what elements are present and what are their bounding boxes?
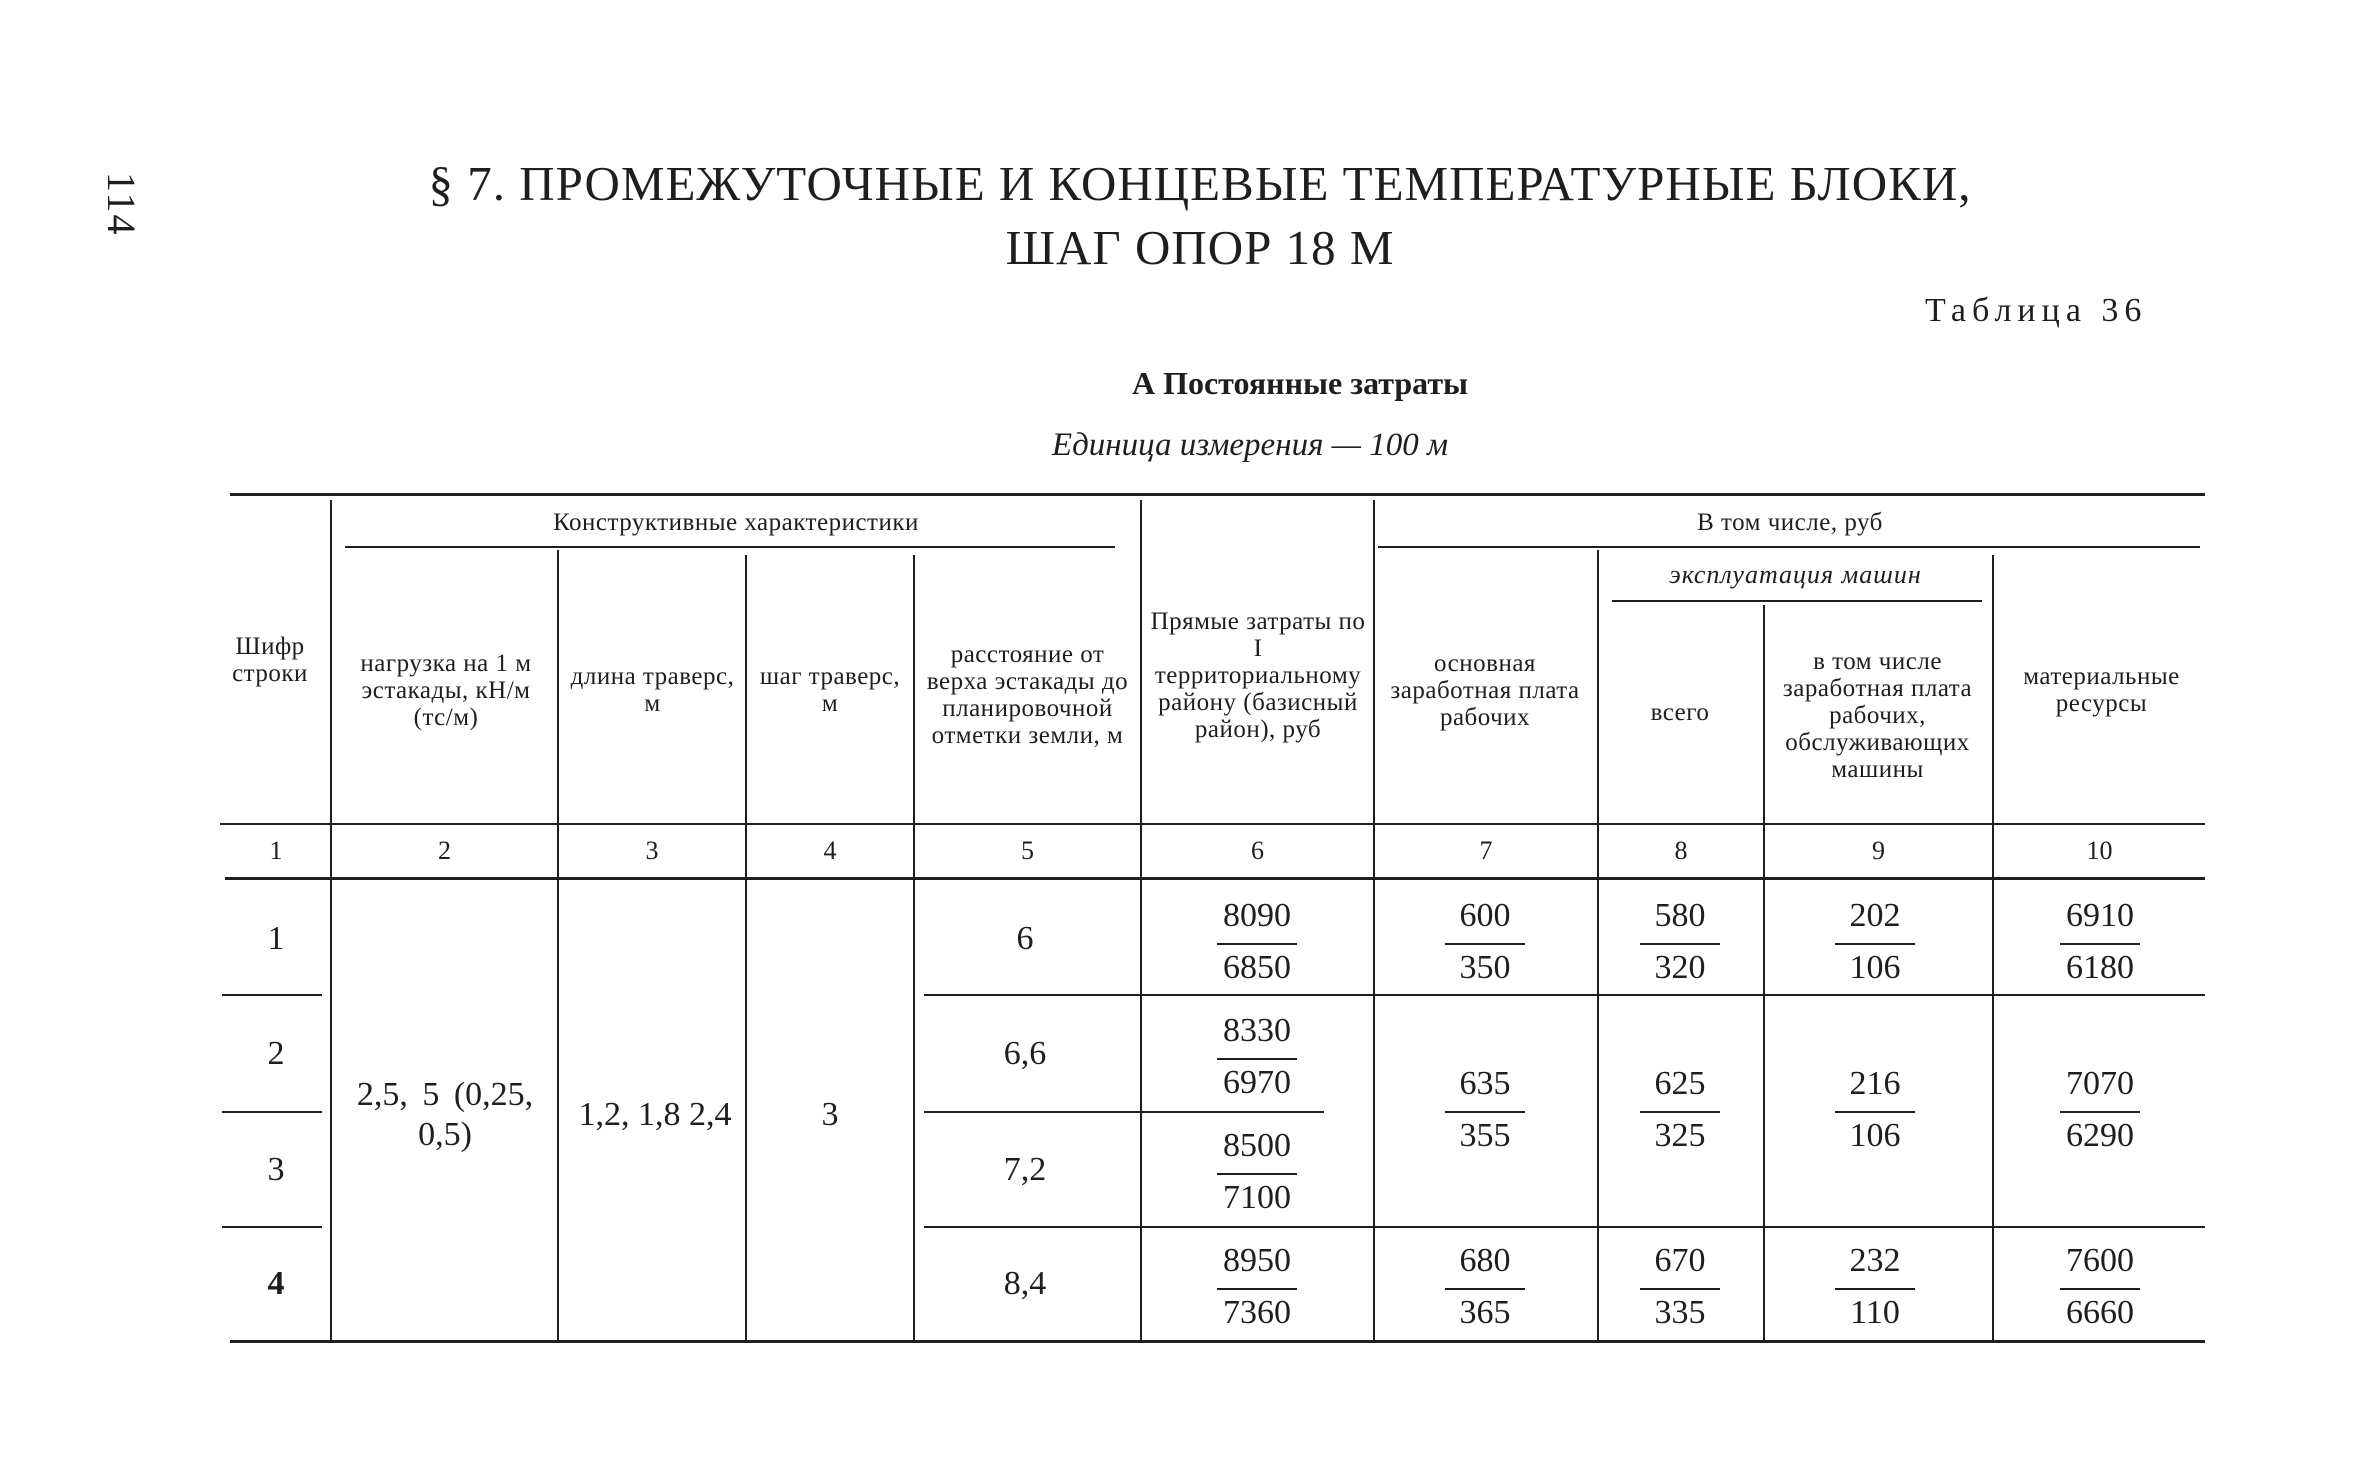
materials-den: 6660 bbox=[2066, 1294, 2134, 1331]
col-number: 6 bbox=[1251, 836, 1264, 865]
title-line-2: ШАГ ОПОР 18 М bbox=[1005, 220, 1395, 275]
header-height: расстояние от верха эстакады до планировочной отметки земли, м bbox=[926, 641, 1129, 749]
colnum-bottom-rule bbox=[225, 877, 2205, 880]
konstr-underline bbox=[345, 546, 1115, 548]
header-step: шаг траверс, м bbox=[759, 663, 901, 717]
materials-den: 6180 bbox=[2066, 949, 2134, 986]
machine-wage-den: 106 bbox=[1849, 949, 1901, 986]
vrule-6 bbox=[1373, 500, 1375, 1342]
header-machines-total: всего bbox=[1650, 699, 1710, 726]
length-value: 1,2, 1,8 2,4 bbox=[578, 1096, 732, 1133]
wage-den: 355 bbox=[1459, 1117, 1511, 1154]
direct-cost-den: 6850 bbox=[1223, 949, 1291, 986]
wage-num: 600 bbox=[1459, 897, 1511, 934]
col-number: 3 bbox=[645, 836, 659, 865]
direct-cost-den: 7360 bbox=[1223, 1294, 1291, 1331]
fraction-bar bbox=[1640, 943, 1720, 945]
fraction-bar bbox=[1217, 1173, 1297, 1175]
height-value: 7,2 bbox=[1003, 1150, 1047, 1188]
step-value: 3 bbox=[821, 1096, 839, 1133]
fraction-bar bbox=[1640, 1111, 1720, 1113]
machines-den: 320 bbox=[1654, 949, 1706, 986]
row-code: 3 bbox=[267, 1150, 285, 1188]
machine-wage-cost bbox=[1800, 890, 1950, 994]
direct-cost bbox=[1182, 1120, 1332, 1224]
machines-cost bbox=[1605, 890, 1755, 994]
machines-den: 335 bbox=[1654, 1294, 1706, 1331]
machine-wage-num: 202 bbox=[1849, 897, 1901, 934]
machine-wage-cost bbox=[1800, 1058, 1950, 1162]
vrule-1 bbox=[330, 500, 332, 1342]
col-number: 2 bbox=[438, 836, 451, 865]
materials-cost bbox=[2025, 1235, 2175, 1339]
wage-num: 680 bbox=[1459, 1242, 1511, 1279]
fraction-bar bbox=[2060, 1111, 2140, 1113]
direct-cost bbox=[1182, 890, 1332, 994]
vtom-underline bbox=[1378, 546, 2200, 548]
section-label: А Постоянные затраты bbox=[1131, 365, 1469, 401]
fraction-bar bbox=[2060, 1288, 2140, 1290]
direct-cost-num: 8500 bbox=[1223, 1127, 1291, 1164]
col-number: 8 bbox=[1674, 836, 1688, 865]
materials-cost bbox=[2025, 1058, 2175, 1162]
col-number: 4 bbox=[823, 836, 837, 865]
header-machine-wage: в том числе заработная плата рабочих, обслуживающих машины bbox=[1782, 647, 1973, 783]
machine-wage-cost bbox=[1800, 1235, 1950, 1339]
machines-num: 625 bbox=[1654, 1065, 1706, 1102]
vrule-5 bbox=[1140, 500, 1142, 1342]
fraction-bar bbox=[1217, 943, 1297, 945]
materials-num: 7600 bbox=[2066, 1242, 2134, 1279]
col-number: 5 bbox=[1021, 836, 1034, 865]
machine-wage-num: 216 bbox=[1849, 1065, 1901, 1102]
load-value: 2,5, 5 (0,25, 0,5) bbox=[356, 1076, 534, 1153]
machines-cost bbox=[1605, 1058, 1755, 1162]
row-code: 2 bbox=[267, 1035, 285, 1072]
wage-num: 635 bbox=[1459, 1065, 1511, 1102]
header-v-tom-chisle: В том числе, руб bbox=[1697, 508, 1883, 536]
header-konstr: Конструктивные характеристики bbox=[553, 508, 919, 536]
row-code: 4 bbox=[267, 1265, 285, 1302]
col-number: 9 bbox=[1872, 836, 1885, 865]
col-number: 7 bbox=[1479, 836, 1493, 865]
machine-wage-den: 110 bbox=[1850, 1294, 1900, 1331]
table-bottom-rule bbox=[230, 1340, 2205, 1343]
header-load: нагрузка на 1 м эстакады, кН/м (тс/м) bbox=[360, 649, 532, 731]
materials-num: 7070 bbox=[2066, 1065, 2134, 1102]
direct-cost-den: 7100 bbox=[1223, 1179, 1291, 1216]
col-number: 10 bbox=[2086, 836, 2113, 865]
materials-den: 6290 bbox=[2066, 1117, 2134, 1154]
title-line-1: § 7. ПРОМЕЖУТОЧНЫЕ И КОНЦЕВЫЕ ТЕМПЕРАТУРНЫЕ БЛОКИ, bbox=[428, 156, 1972, 211]
header-direct: Прямые затраты по I территориальному району (базисный район), руб bbox=[1150, 607, 1366, 743]
machines-num: 670 bbox=[1654, 1242, 1706, 1279]
fraction-bar bbox=[1445, 1288, 1525, 1290]
wage-den: 365 bbox=[1459, 1294, 1511, 1331]
vrule-7 bbox=[1597, 550, 1599, 1342]
header-length: длина траверс, м bbox=[570, 663, 735, 717]
wage-cost bbox=[1410, 1058, 1560, 1162]
ekspl-underline bbox=[1612, 600, 1982, 602]
materials-cost bbox=[2025, 890, 2175, 994]
table-top-rule bbox=[230, 493, 2205, 496]
header-ekspl: эксплуатация машин bbox=[1669, 560, 1922, 589]
fraction-bar bbox=[1640, 1288, 1720, 1290]
fraction-bar bbox=[2060, 943, 2140, 945]
vrule-2 bbox=[557, 550, 559, 1342]
direct-cost-num: 8330 bbox=[1223, 1012, 1291, 1049]
fraction-bar bbox=[1835, 943, 1915, 945]
vrule-8 bbox=[1763, 605, 1765, 1342]
wage-cost bbox=[1410, 890, 1560, 994]
height-value: 6 bbox=[1016, 920, 1034, 957]
fraction-bar bbox=[1835, 1111, 1915, 1113]
direct-cost-num: 8090 bbox=[1223, 897, 1291, 934]
page-number: 114 bbox=[99, 172, 144, 237]
machines-cost bbox=[1605, 1235, 1755, 1339]
row3-rule-b bbox=[924, 1226, 2205, 1228]
fraction-bar bbox=[1217, 1058, 1297, 1060]
machine-wage-den: 106 bbox=[1849, 1117, 1901, 1154]
vrule-4 bbox=[913, 555, 915, 1342]
direct-cost-num: 8950 bbox=[1223, 1242, 1291, 1279]
fraction-bar bbox=[1445, 943, 1525, 945]
fraction-bar bbox=[1835, 1288, 1915, 1290]
machine-wage-num: 232 bbox=[1849, 1242, 1901, 1279]
table-label: Таблица 36 bbox=[1925, 292, 2148, 329]
row2-rule-a bbox=[222, 1111, 322, 1113]
fraction-bar bbox=[1445, 1111, 1525, 1113]
col-number: 1 bbox=[269, 836, 283, 865]
materials-num: 6910 bbox=[2066, 897, 2134, 934]
wage-den: 350 bbox=[1459, 949, 1511, 986]
header-wage: основная заработная плата рабочих bbox=[1390, 649, 1580, 731]
unit-label: Единица измерения — 100 м bbox=[1051, 427, 1449, 463]
machines-den: 325 bbox=[1654, 1117, 1706, 1154]
vrule-3 bbox=[745, 555, 747, 1342]
direct-cost bbox=[1182, 1005, 1332, 1109]
header-bottom-rule bbox=[220, 823, 2205, 825]
machines-num: 580 bbox=[1654, 897, 1706, 934]
vrule-9 bbox=[1992, 555, 1994, 1342]
height-value: 8,4 bbox=[1003, 1265, 1047, 1302]
row1-rule-a bbox=[222, 994, 322, 996]
row2-rule-b bbox=[924, 1111, 1324, 1113]
wage-cost bbox=[1410, 1235, 1560, 1339]
row3-rule-a bbox=[222, 1226, 322, 1228]
row-code: 1 bbox=[267, 920, 285, 957]
header-shifr: Шифр строки bbox=[232, 633, 308, 687]
row1-rule-b bbox=[924, 994, 2205, 996]
page-title bbox=[400, 152, 2000, 280]
direct-cost bbox=[1182, 1235, 1332, 1339]
header-materials: материальные ресурсы bbox=[2023, 663, 2180, 717]
direct-cost-den: 6970 bbox=[1223, 1064, 1291, 1101]
fraction-bar bbox=[1217, 1288, 1297, 1290]
height-value: 6,6 bbox=[1003, 1035, 1047, 1072]
